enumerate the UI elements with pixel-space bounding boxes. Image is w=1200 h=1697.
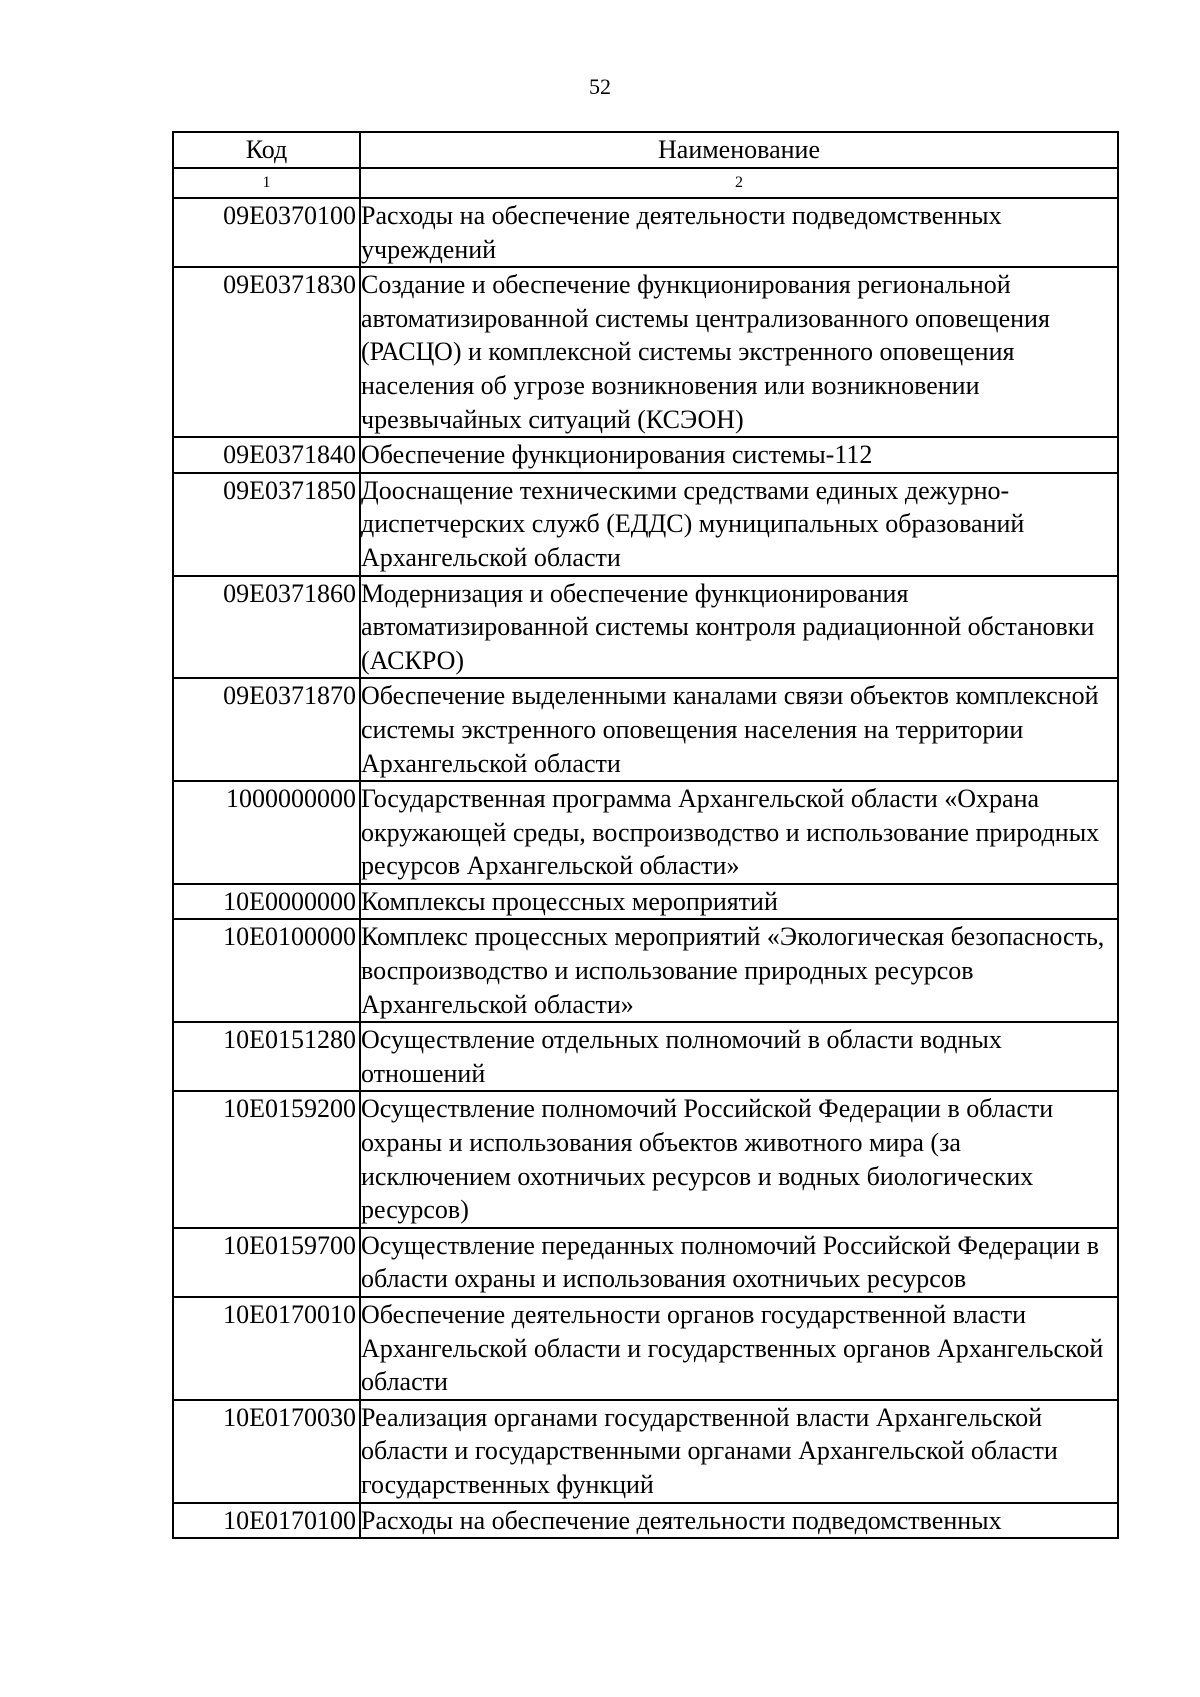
row-code: 10Е0170010	[173, 1297, 360, 1400]
row-code: 09Е0371860	[173, 576, 360, 679]
row-code: 10Е0100000	[173, 919, 360, 1022]
row-name: Осуществление отдельных полномочий в области водных отношений	[360, 1022, 1118, 1091]
table-header-row	[173, 132, 1118, 168]
table-row	[173, 1297, 1118, 1400]
table-row	[173, 437, 1118, 473]
row-code: 10Е0159700	[173, 1228, 360, 1297]
row-name: Комплекс процессных мероприятий «Экологическая безопасность, воспроизводство и использование природных ресурсов Архангельской области»	[360, 919, 1118, 1022]
table-row	[173, 198, 1118, 267]
row-name: Модернизация и обеспечение функционирования автоматизированной системы контроля радиационной обстановки (АСКРО)	[360, 576, 1118, 679]
row-code: 10Е0159200	[173, 1091, 360, 1227]
table-row	[173, 576, 1118, 679]
row-code: 1000000000	[173, 781, 360, 884]
table-row	[173, 1503, 1118, 1539]
table-row	[173, 884, 1118, 920]
table-row	[173, 1091, 1118, 1227]
row-name: Осуществление переданных полномочий Российской Федерации в области охраны и использования охотничьих ресурсов	[360, 1228, 1118, 1297]
row-name: Комплексы процессных мероприятий	[360, 884, 1118, 920]
budget-code-table	[172, 131, 1119, 1539]
column-number-name: 2	[360, 168, 1118, 198]
row-code: 09Е0371830	[173, 267, 360, 437]
column-number-code: 1	[173, 168, 360, 198]
row-code: 09Е0371870	[173, 678, 360, 781]
row-name: Обеспечение деятельности органов государственной власти Архангельской области и государственных органов Архангельской области	[360, 1297, 1118, 1400]
table-row	[173, 1228, 1118, 1297]
row-code: 10Е0151280	[173, 1022, 360, 1091]
row-code: 09Е0371840	[173, 437, 360, 473]
page-number: 52	[589, 74, 611, 99]
table-row	[173, 1400, 1118, 1503]
row-name: Создание и обеспечение функционирования региональной автоматизированной системы централизованного оповещения (РАСЦО) и комплексной системы экстренного оповещения населения об угрозе возникновения или возникновении чрезвычайных ситуаций (КСЭОН)	[360, 267, 1118, 437]
row-name: Расходы на обеспечение деятельности подведомственных учреждений	[360, 198, 1118, 267]
row-name: Реализация органами государственной власти Архангельской области и государственными органами Архангельской области государственных функций	[360, 1400, 1118, 1503]
row-name: Обеспечение выделенными каналами связи объектов комплексной системы экстренного оповещения населения на территории Архангельской области	[360, 678, 1118, 781]
table-row	[173, 473, 1118, 576]
table-row	[173, 267, 1118, 437]
row-code: 09Е0370100	[173, 198, 360, 267]
row-code: 10Е0000000	[173, 884, 360, 920]
row-name: Государственная программа Архангельской области «Охрана окружающей среды, воспроизводство и использование природных ресурсов Архангельской области»	[360, 781, 1118, 884]
table-row	[173, 1022, 1118, 1091]
row-name: Дооснащение техническими средствами единых дежурно-диспетчерских служб (ЕДДС) муниципальных образований Архангельской области	[360, 473, 1118, 576]
table-row	[173, 781, 1118, 884]
row-name: Расходы на обеспечение деятельности подведомственных	[360, 1503, 1118, 1539]
row-code: 09Е0371850	[173, 473, 360, 576]
header-name: Наименование	[360, 132, 1118, 168]
row-name: Осуществление полномочий Российской Федерации в области охраны и использования объектов животного мира (за исключением охотничьих ресурсов и водных биологических ресурсов)	[360, 1091, 1118, 1227]
row-code: 10Е0170100	[173, 1503, 360, 1539]
row-name: Обеспечение функционирования системы-112	[360, 437, 1118, 473]
row-code: 10Е0170030	[173, 1400, 360, 1503]
table-row	[173, 678, 1118, 781]
header-code: Код	[173, 132, 360, 168]
table-row	[173, 919, 1118, 1022]
column-number-row	[173, 168, 1118, 198]
